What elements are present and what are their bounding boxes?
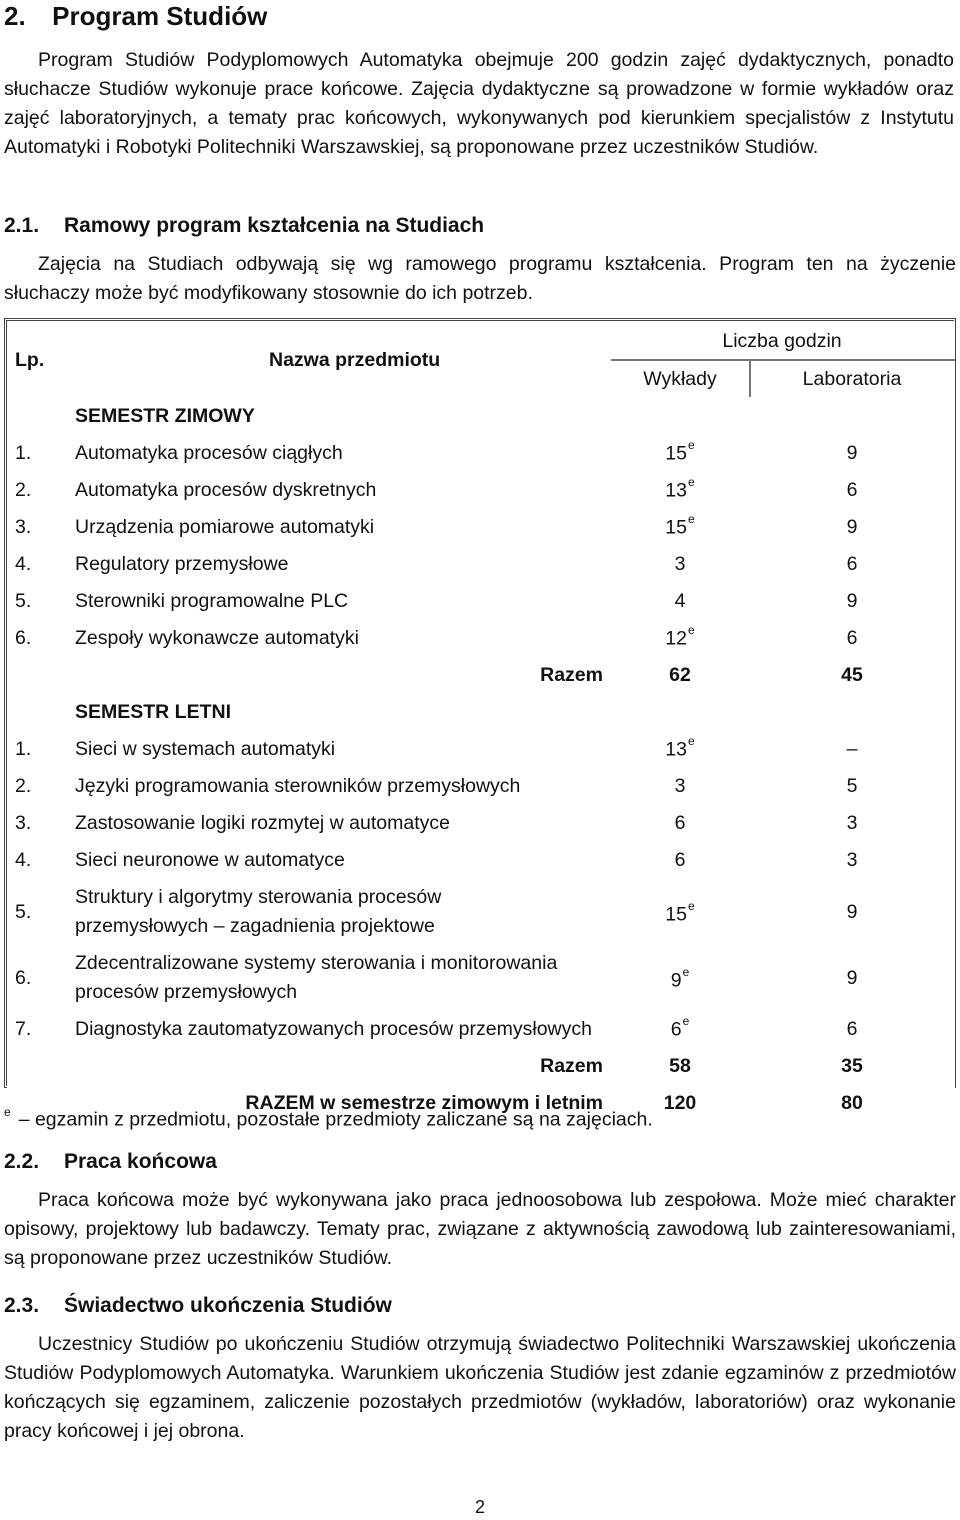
exam-marker: e — [688, 512, 695, 527]
program-table — [4, 318, 956, 1114]
lecture-hours — [610, 842, 750, 879]
header-hours: Liczba godzin — [610, 322, 954, 360]
subsection-2-2-text: Praca końcowa może być wykonywana jako praca jednoosobowa lub zespołowa. Może mieć charakter opisowy, projektowy lub badawczy. Tematy prac, związane z aktywnością zawodową lub zainteresowaniami, są proponowane przez uczestników Studiów. — [4, 1189, 956, 1269]
lab-hours: 6 — [750, 472, 954, 509]
table-row — [8, 805, 954, 842]
subject-name: Zastosowanie logiki rozmytej w automatyce — [68, 805, 610, 842]
row-number: 1. — [8, 435, 68, 472]
lecture-hours — [610, 879, 750, 945]
lecture-hours — [610, 805, 750, 842]
exam-marker: e — [688, 475, 695, 490]
header-lectures: Wykłady — [610, 360, 750, 398]
summer-total-label: Razem — [68, 1048, 610, 1085]
intro-paragraph: Program Studiów Podyplomowych Automatyka obejmuje 200 godzin zajęć dydaktycznych, ponadto słuchacze Studiów wykonuje prace końcowe. Zajęcia dydaktyczne są prowadzone w formie wykładów oraz zajęć laboratoryjnych, a tematy prac końcowych, wykonywanych pod kierunkiem specjalistów z Instytutu Automatyki i Robotyki Politechniki Warszawskiej, są proponowane przez uczestników Studiów. — [4, 49, 954, 158]
row-number: 2. — [8, 768, 68, 805]
lab-hours: 9 — [750, 879, 954, 945]
lecture-hours — [610, 583, 750, 620]
table-row — [8, 435, 954, 472]
summer-total-lectures: 58 — [610, 1048, 750, 1085]
grand-total-label: RAZEM w semestrze zimowym i letnim — [68, 1085, 610, 1122]
section-title: Program Studiów — [52, 1, 268, 31]
lecture-hours — [610, 731, 750, 768]
table-row — [8, 546, 954, 583]
subject-name: Sieci neuronowe w automatyce — [68, 842, 610, 879]
lecture-hours-value: 3 — [674, 553, 686, 575]
lecture-hours-value: 15 — [665, 903, 687, 926]
row-number: 4. — [8, 842, 68, 879]
winter-total-label: Razem — [68, 657, 610, 694]
summer-rows — [8, 731, 954, 1048]
subject-name: Zdecentralizowane systemy sterowania i monitorowania procesów przemysłowych — [68, 945, 610, 1011]
exam-footnote — [4, 1100, 653, 1134]
page-number: 2 — [474, 1497, 485, 1517]
winter-semester-label: SEMESTR ZIMOWY — [68, 398, 610, 435]
winter-total-lectures: 62 — [610, 657, 750, 694]
table-row — [8, 879, 954, 945]
lab-hours: 6 — [750, 546, 954, 583]
lecture-hours — [610, 620, 750, 657]
row-number: 5. — [8, 583, 68, 620]
lecture-hours — [610, 435, 750, 472]
subsection-2-3-text: Uczestnicy Studiów po ukończeniu Studiów otrzymują świadectwo Politechniki Warszawskiej ukończenia Studiów Podyplomowych Automatyka. Warunkiem ukończenia Studiów jest zdanie egzaminów z przedmiotów kończących się egzaminem, zaliczenie pozostałych przedmiotów (wykładów, laboratoriów) oraz wykonanie pracy końcowej i jej obrona. — [4, 1333, 956, 1442]
lecture-hours-value: 13 — [665, 738, 687, 761]
lecture-hours-value: 9 — [670, 969, 682, 992]
row-number: 1. — [8, 731, 68, 768]
footnote-mark: e — [4, 1105, 11, 1119]
lecture-hours — [610, 1011, 750, 1048]
section-heading — [4, 0, 267, 32]
lecture-hours-value: 6 — [674, 812, 686, 834]
table-row — [8, 620, 954, 657]
header-laboratories: Laboratoria — [750, 360, 954, 398]
lecture-hours — [610, 945, 750, 1011]
subject-name: Urządzenia pomiarowe automatyki — [68, 509, 610, 546]
subject-name: Automatyka procesów ciągłych — [68, 435, 610, 472]
lab-hours: 9 — [750, 945, 954, 1011]
lecture-hours-value: 3 — [674, 775, 686, 797]
row-number: 4. — [8, 546, 68, 583]
lecture-hours-value: 4 — [674, 590, 686, 612]
table-row — [8, 842, 954, 879]
grand-total-labs: 80 — [750, 1085, 954, 1122]
header-lp: Lp. — [8, 322, 68, 398]
row-number: 3. — [8, 805, 68, 842]
lab-hours: 9 — [750, 509, 954, 546]
table-row — [8, 583, 954, 620]
exam-marker: e — [688, 734, 695, 749]
table-row — [8, 509, 954, 546]
lecture-hours — [610, 509, 750, 546]
subsection-2-3-heading: 2.3. Świadectwo ukończenia Studiów — [4, 1294, 392, 1317]
subject-name: Automatyka procesów dyskretnych — [68, 472, 610, 509]
lecture-hours — [610, 472, 750, 509]
subject-name: Języki programowania sterowników przemysłowych — [68, 768, 610, 805]
lab-hours: 6 — [750, 620, 954, 657]
lecture-hours-value: 15 — [665, 442, 687, 465]
summer-semester-label: SEMESTR LETNI — [68, 694, 610, 731]
exam-marker: e — [688, 438, 695, 453]
subject-name: Sieci w systemach automatyki — [68, 731, 610, 768]
lecture-hours-value: 15 — [665, 516, 687, 539]
subject-name: Regulatory przemysłowe — [68, 546, 610, 583]
header-subject-name: Nazwa przedmiotu — [68, 322, 610, 398]
lab-hours: 9 — [750, 583, 954, 620]
table-row — [8, 472, 954, 509]
grand-total-lectures: 120 — [610, 1085, 750, 1122]
subject-name: Sterowniki programowalne PLC — [68, 583, 610, 620]
row-number: 2. — [8, 472, 68, 509]
table-row — [8, 945, 954, 1011]
table-row — [8, 731, 954, 768]
summer-total-labs: 35 — [750, 1048, 954, 1085]
exam-marker: e — [688, 898, 695, 913]
winter-rows — [8, 435, 954, 657]
lecture-hours — [610, 546, 750, 583]
lecture-hours-value: 6 — [674, 849, 686, 871]
lecture-hours-value: 13 — [665, 479, 687, 502]
lecture-hours-value: 6 — [670, 1018, 682, 1041]
lab-hours: 5 — [750, 768, 954, 805]
subject-name: Zespoły wykonawcze automatyki — [68, 620, 610, 657]
lab-hours: 3 — [750, 842, 954, 879]
row-number: 7. — [8, 1011, 68, 1048]
row-number: 3. — [8, 509, 68, 546]
subject-name: Diagnostyka zautomatyzowanych procesów przemysłowych — [68, 1011, 610, 1048]
lecture-hours-value: 12 — [665, 627, 687, 650]
row-number: 5. — [8, 879, 68, 945]
exam-marker: e — [688, 623, 695, 638]
row-number: 6. — [8, 945, 68, 1011]
footnote-text: – egzamin z przedmiotu, pozostałe przedmioty zaliczane są na zajęciach. — [18, 1108, 653, 1131]
subject-name: Struktury i algorytmy sterowania procesów przemysłowych – zagadnienia projektowe — [68, 879, 610, 945]
lecture-hours — [610, 768, 750, 805]
table-row — [8, 1011, 954, 1048]
row-number: 6. — [8, 620, 68, 657]
subsection-2-2-heading: 2.2. Praca końcowa — [4, 1150, 217, 1173]
lab-hours: 6 — [750, 1011, 954, 1048]
subsection-2-1-text: Zajęcia na Studiach odbywają się wg ramowego programu kształcenia. Program ten na życzenie słuchaczy może być modyfikowany stosownie do ich potrzeb. — [4, 253, 956, 304]
lab-hours: – — [750, 731, 954, 768]
winter-total-labs: 45 — [750, 657, 954, 694]
table-row — [8, 768, 954, 805]
lab-hours: 3 — [750, 805, 954, 842]
section-number: 2. — [4, 1, 26, 31]
exam-marker: e — [682, 964, 690, 979]
subsection-2-1-heading: 2.1. Ramowy program kształcenia na Studiach — [4, 214, 485, 237]
exam-marker: e — [682, 1014, 690, 1029]
lab-hours: 9 — [750, 435, 954, 472]
